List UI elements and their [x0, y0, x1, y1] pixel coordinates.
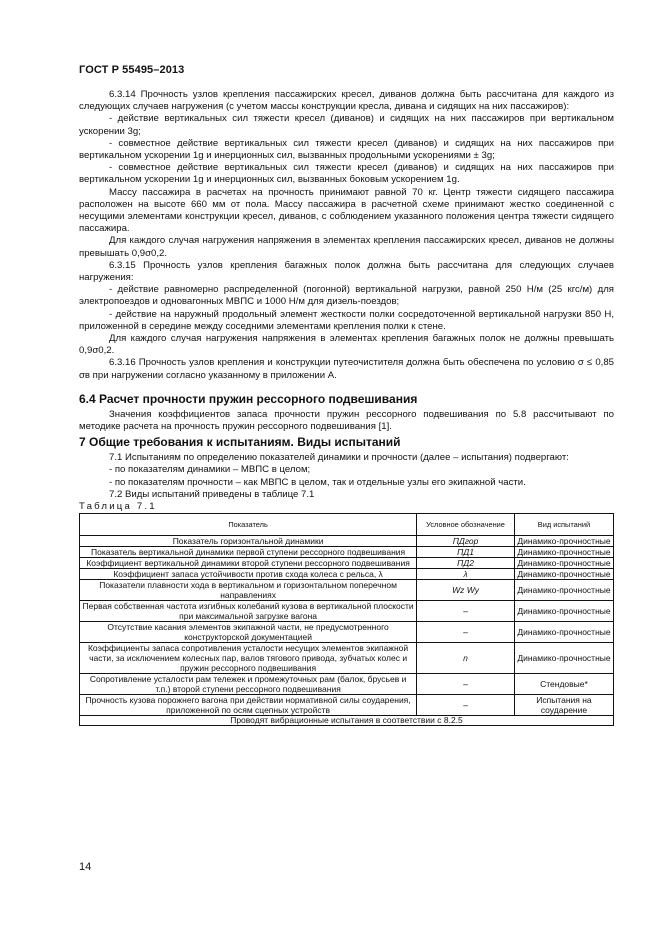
- tests-table: [79, 513, 614, 726]
- paragraph: Массу пассажира в расчетах на прочность принимают равной 70 кг. Центр тяжести сидящего пассажира расположен на высоте 660 мм от пола. Массу пассажира в расчетной схеме принимают жестко соединенной с несущими элементами конструкции кресел, диванов, с соблюдением указанного положения центра тяжести сидящего пассажира.: [79, 186, 614, 235]
- list-item: - действие на наружный продольный элемент жесткости полки сосредоточенной вертикальной нагрузки 850 Н, приложенной в середине между соседними элементами крепления полки к стене.: [79, 308, 614, 332]
- section-heading-7: 7 Общие требования к испытаниям. Виды испытаний: [79, 435, 401, 450]
- paragraph: Для каждого случая нагружения напряжения в элементах крепления пассажирских кресел, диванов не должны превышать 0,9σ0,2.: [79, 235, 614, 259]
- table-row: [80, 536, 614, 547]
- indicator-cell: Показатель вертикальной динамики первой ступени рессорного подвешивания: [80, 547, 417, 558]
- paragraph-6-3-16: 6.3.16 Прочность узлов крепления и конструкции путеочистителя должна быть обеспечена по условию σ ≤ 0,85 σв при нагружении согласно указанному в приложении А.: [79, 357, 614, 381]
- table-row: [80, 558, 614, 569]
- paragraph-7-1: 7.1 Испытаниям по определению показателей динамики и прочности (далее – испытания) подвергают:: [109, 452, 569, 464]
- test-type-cell: Динамико-прочностные: [514, 558, 613, 569]
- symbol-cell: ПДгор: [417, 536, 515, 547]
- paragraph: Для каждого случая нагружения напряжения в элементах крепления багажных полок не должны превышать 0,9σ0,2.: [79, 333, 614, 357]
- test-type-cell: Динамико-прочностные: [514, 547, 613, 558]
- list-item: - совместное действие вертикальных сил тяжести кресел (диванов) и сидящих на них пассажиров при вертикальном ускорении 1g и инерционных сил, вызванных продольными ускорениями ± 3g;: [79, 137, 614, 162]
- list-item: - по показателям прочности – как МВПС в целом, так и отдельные узлы его экипажной части.: [109, 476, 526, 488]
- list-item: - по показателям динамики – МВПС в целом;: [109, 464, 311, 476]
- table-row: [80, 674, 614, 695]
- paragraph-6-3-14: 6.3.14 Прочность узлов крепления пассажирских кресел, диванов должна быть рассчитана для каждого из следующих случаев нагружения (с учетом массы конструкции кресла, дивана и сидящих на них пассажиров):: [79, 89, 614, 113]
- indicator-cell: Показатели плавности хода в вертикальном и горизонтальном поперечном направлениях: [80, 580, 417, 601]
- test-type-cell: Стендовые*: [514, 674, 613, 695]
- indicator-cell: Коэффициент вертикальной динамики второй ступени рессорного подвешивания: [80, 558, 417, 569]
- indicator-cell: Коэффициент запаса устойчивости против схода колеса с рельса, λ: [80, 569, 417, 580]
- indicator-cell: Коэффициенты запаса сопротивления усталости несущих элементов экипажной части, за исключением колесных пар, валов тягового привода, зубчатых колес и пружин рессорного подвешивания: [80, 643, 417, 674]
- symbol-cell: –: [417, 622, 515, 643]
- list-item: - действие равномерно распределенной (погонной) вертикальной нагрузки, равной 250 Н/м (25 кгс/м) для электропоездов и одновагонных МВПС и 1000 Н/м для дизель-поездов;: [79, 284, 614, 308]
- test-type-cell: Динамико-прочностные: [514, 569, 613, 580]
- table-row: [80, 569, 614, 580]
- table-label: Таблица 7.1: [79, 501, 157, 513]
- symbol-cell: –: [417, 601, 515, 622]
- symbol-cell: –: [417, 695, 515, 716]
- symbol-cell: n: [417, 643, 515, 674]
- page-number: 14: [79, 861, 92, 873]
- symbol-cell: ПД1: [417, 547, 515, 558]
- indicator-cell: Показатель горизонтальной динамики: [80, 536, 417, 547]
- table-body: [80, 536, 614, 716]
- test-type-cell: Динамико-прочностные: [514, 580, 613, 601]
- paragraph-6-3-15: 6.3.15 Прочность узлов крепления багажных полок должна быть рассчитана для следующих случаев нагружения:: [79, 259, 614, 284]
- table-row: [80, 622, 614, 643]
- table-header-row: [80, 514, 614, 536]
- test-type-cell: Испытания на соударение: [514, 695, 613, 716]
- header-cell: Условное обозначение: [417, 514, 515, 536]
- indicator-cell: Первая собственная частота изгибных колебаний кузова в вертикальной плоскости при максимальной загрузке вагона: [80, 601, 417, 622]
- test-type-cell: Динамико-прочностные: [514, 536, 613, 547]
- table-row: [80, 643, 614, 674]
- header-cell: Показатель: [80, 514, 417, 536]
- table-footer-note: Проводят вибрационные испытания в соответствии с 8.2.5: [80, 716, 614, 726]
- symbol-cell: λ: [417, 569, 515, 580]
- symbol-cell: Wz Wy: [417, 580, 515, 601]
- table-row: [80, 580, 614, 601]
- test-type-cell: Динамико-прочностные: [514, 643, 613, 674]
- symbol-cell: –: [417, 674, 515, 695]
- document-code: ГОСТ Р 55495–2013: [79, 64, 185, 76]
- paragraph-7-2: 7.2 Виды испытаний приведены в таблице 7.1: [109, 488, 315, 500]
- table-footer-row: [80, 716, 614, 726]
- header-cell: Вид испытаний: [514, 514, 613, 536]
- indicator-cell: Прочность кузова порожнего вагона при действии нормативной силы соударения, приложенной по осям сцепных устройств: [80, 695, 417, 716]
- table-row: [80, 601, 614, 622]
- test-type-cell: Динамико-прочностные: [514, 601, 613, 622]
- table-row: [80, 547, 614, 558]
- list-item: - совместное действие вертикальных сил тяжести кресел (диванов) и сидящих на них пассажиров при вертикальном ускорении 1g и инерционных сил, вызванных боковым ускорением 1g.: [79, 162, 614, 186]
- list-item: - действие вертикальных сил тяжести кресел (диванов) и сидящих на них пассажиров при вертикальном ускорении 3g;: [79, 113, 614, 137]
- test-type-cell: Динамико-прочностные: [514, 622, 613, 643]
- section-heading-6-4: 6.4 Расчет прочности пружин рессорного подвешивания: [79, 391, 418, 406]
- body-text: [79, 89, 614, 726]
- paragraph: Значения коэффициентов запаса прочности пружин рессорного подвешивания по 5.8 рассчитывают по методике расчета на прочность пружин рессорного подвешивания [1].: [79, 408, 614, 433]
- indicator-cell: Отсутствие касания элементов экипажной части, не предусмотренного конструкторской документацией: [80, 622, 417, 643]
- table-row: [80, 695, 614, 716]
- symbol-cell: ПД2: [417, 558, 515, 569]
- indicator-cell: Сопротивление усталости рам тележек и промежуточных рам (балок, брусьев и т.п.) второй ступени рессорного подвешивания: [80, 674, 417, 695]
